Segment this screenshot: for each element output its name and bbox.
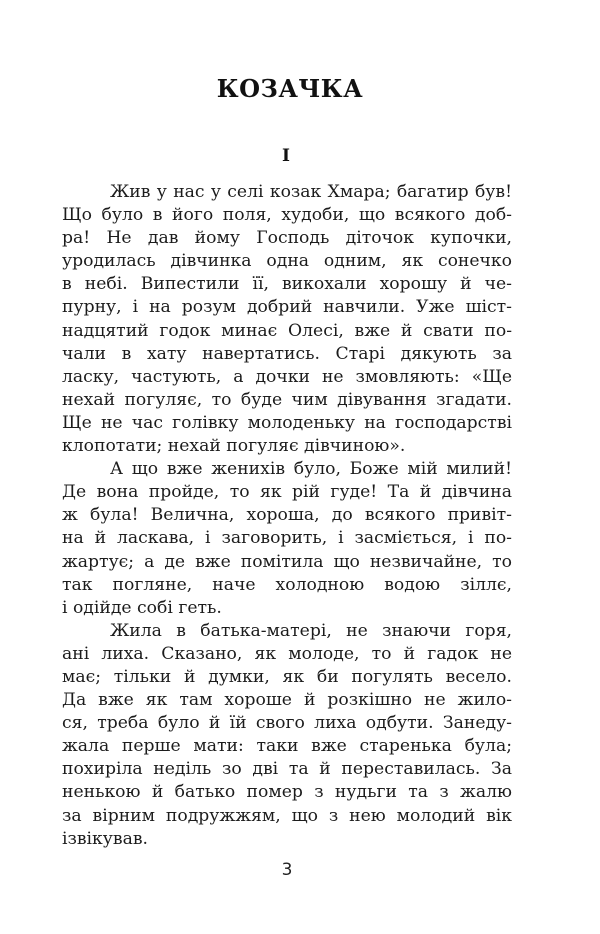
body-text xyxy=(62,181,512,851)
text-line: на й ласкава, і заговорить, і засміється, і по- xyxy=(62,528,512,549)
text-line: А що вже женихів було, Боже мій милий! xyxy=(110,459,512,480)
text-line: чали в хату навертатись. Старі дякують за xyxy=(62,343,512,364)
text-line: ж була! Велична, хороша, до всякого привіт- xyxy=(62,505,512,526)
text-line: жала перше мати: таки вже старенька була; xyxy=(62,736,512,757)
chapter-number: I xyxy=(282,146,290,166)
text-line: так погляне, наче холодною водою зіллє, xyxy=(62,574,512,595)
text-line: похиріла неділь зо дві та й переставилась. За xyxy=(62,759,512,780)
text-line: уродилась дівчинка одна одним, як сонечко xyxy=(62,251,512,272)
story-title: КОЗАЧКА xyxy=(216,74,364,103)
text-line: Жила в батька-матері, не знаючи горя, xyxy=(110,620,512,641)
text-line: нехай погуляє, то буде чим дівування згадати. xyxy=(62,389,512,410)
text-line: ласку, частують, а дочки не змовляють: «Ще xyxy=(62,366,512,387)
text-line: Да вже як там хороше й розкішно не жило- xyxy=(62,690,512,711)
text-line: ра! Не дав йому Господь діточок купочки, xyxy=(62,228,512,249)
text-line: ані лиха. Сказано, як молоде, то й гадок не xyxy=(62,643,512,664)
page-number: 3 xyxy=(281,860,293,880)
text-line: Ще не час голівку молоденьку на господарстві xyxy=(62,412,512,433)
text-line: клопотати; нехай погуляє дівчиною». xyxy=(62,436,406,457)
text-line: в небі. Випестили її, викохали хорошу й че- xyxy=(62,274,512,295)
text-line: має; тільки й думки, як би погулять весело. xyxy=(62,666,512,687)
text-line: Що було в його поля, худоби, що всякого доб- xyxy=(62,205,512,226)
text-line: жартує; а де вже помітила що незвичайне, то xyxy=(62,551,512,572)
text-line: Де вона пройде, то як рій гуде! Та й дівчина xyxy=(62,482,512,503)
text-line: Жив у нас у селі козак Хмара; багатир був! xyxy=(110,182,512,202)
text-line: і одійде собі геть. xyxy=(62,597,222,618)
text-line: за вірним подружжям, що з нею молодий вік xyxy=(62,805,512,826)
text-line: надцятий годок минає Олесі, вже й свати по- xyxy=(62,320,512,341)
text-line: ся, треба було й їй свого лиха одбути. Занеду- xyxy=(62,713,512,734)
text-line: ізвікував. xyxy=(62,828,148,849)
text-line: пурну, і на розум добрий навчили. Уже шіст- xyxy=(62,297,512,318)
text-line: ненькою й батько помер з нудьги та з жалю xyxy=(62,782,512,803)
